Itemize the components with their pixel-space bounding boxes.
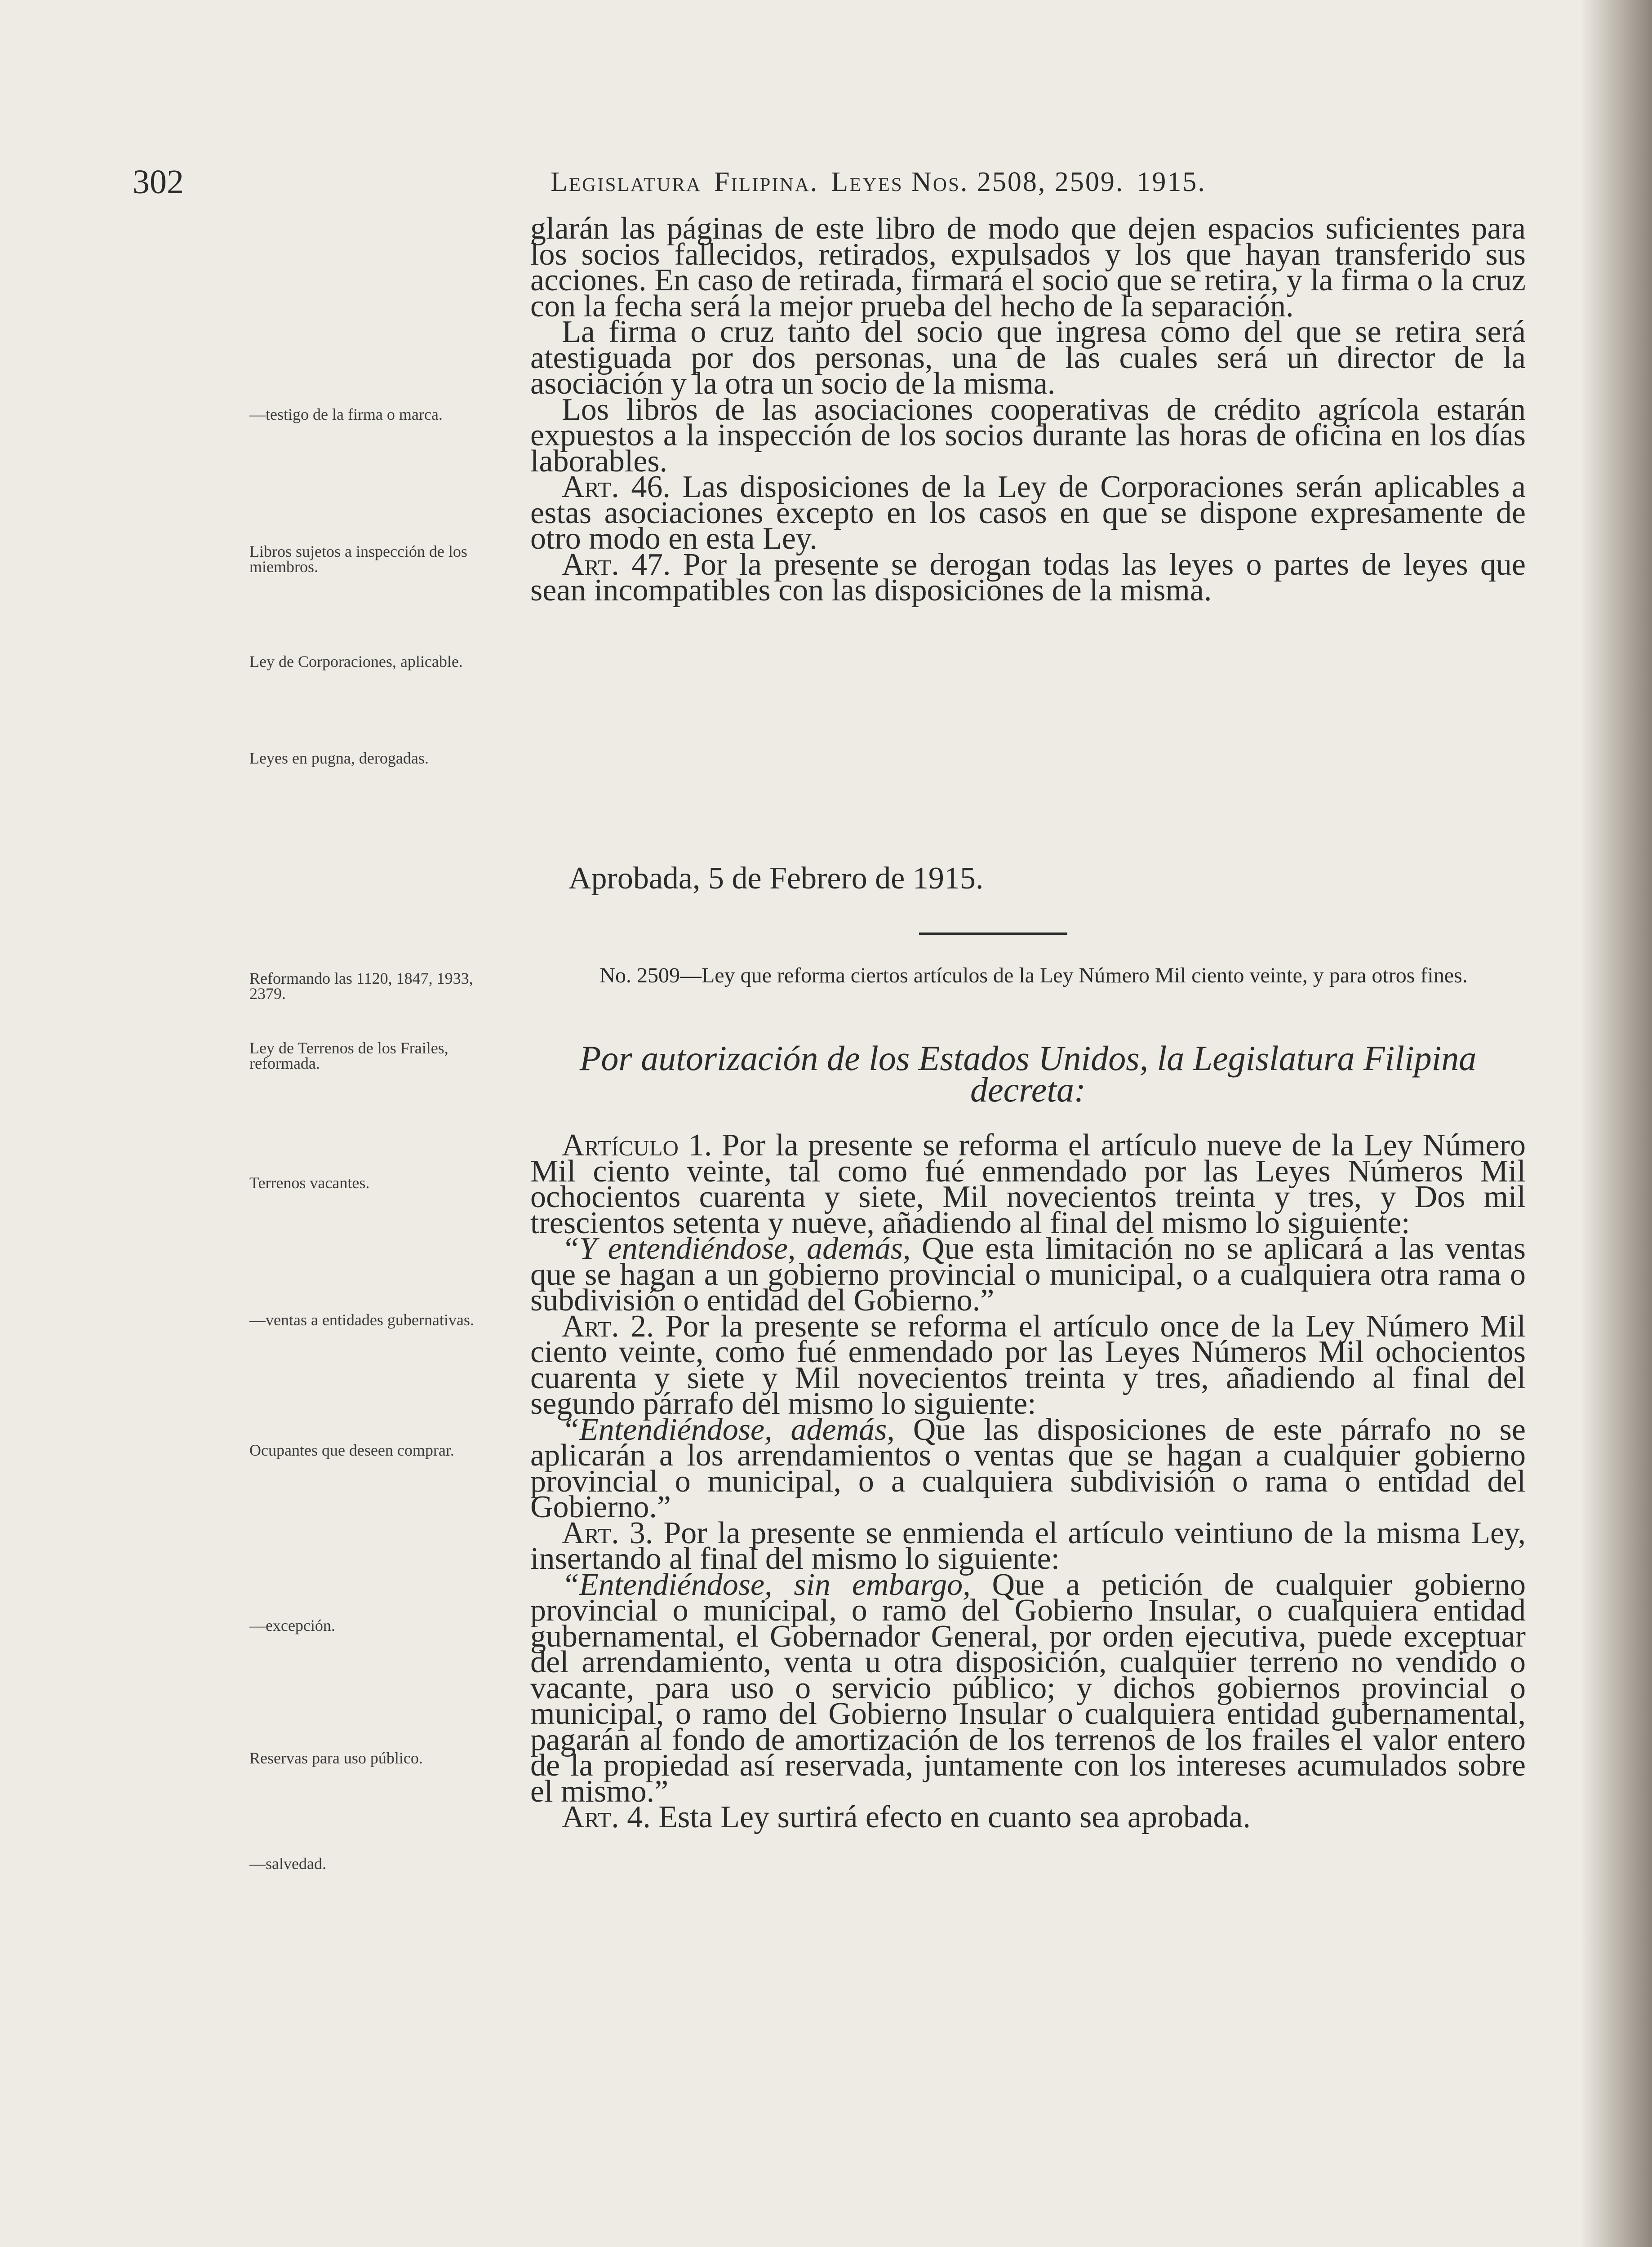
margin-note: Reformando las 1120, 1847, 1933, 2379. <box>249 969 473 1003</box>
quoted-proviso <box>530 1567 1526 1809</box>
article-2 <box>530 1309 1526 1421</box>
proviso-lead: “Y entendiéndose, además, <box>562 1231 911 1266</box>
article-label: Art. 47. <box>562 547 671 582</box>
article-1 <box>530 1128 1526 1240</box>
running-title-part: Legislatura <box>551 167 702 197</box>
article-3 <box>530 1515 1526 1576</box>
article-label: Art. 46. <box>562 470 671 504</box>
article-label: Art. 4. <box>562 1800 651 1834</box>
article-text: Por la presente se reforma el artículo once de la Ley Número Mil ciento veinte, como fué enmendado por las Leyes Números Mil ochocientos cuarenta y siete y Mil novecientos treinta y tres, añadiendo al final del segundo párrafo del mismo lo siguiente: <box>530 1309 1526 1421</box>
article-text: Por la presente se reforma el artículo nueve de la Ley Número Mil ciento veinte, tal como fué enmendado por las Leyes Números Mil ochocientos cuarenta y siete, Mil novecientos treinta y tres, y Dos mil trescientos setenta y nueve, añadiendo al final del mismo lo siguiente: <box>530 1128 1526 1240</box>
quoted-proviso <box>530 1231 1526 1318</box>
article-text: Por la presente se enmienda el artículo veintiuno de la misma Ley, insertando al final del mismo lo siguiente: <box>530 1515 1526 1576</box>
proviso-lead: “Entendiéndose, además, <box>562 1412 895 1447</box>
article-4 <box>530 1800 1526 1834</box>
margin-note: —ventas a entidades gubernativas. <box>249 1311 474 1329</box>
margin-note: —excepción. <box>249 1616 335 1634</box>
enacting-clause: Por autorización de los Estados Unidos, la Legislatura Filipina decreta: <box>579 1039 1477 1109</box>
article-label: Artículo 1. <box>562 1128 712 1163</box>
proviso-lead: “Entendiéndose, sin embargo, <box>562 1567 971 1602</box>
law-title: No. 2509—Ley que reforma ciertos artículos de la Ley Número Mil ciento veinte, y para otros fines. <box>600 964 1468 987</box>
margin-note: Ley de Corporaciones, aplicable. <box>249 653 463 671</box>
article-text: Las disposiciones de la Ley de Corporaciones serán aplicables a estas asociaciones excepto en los casos en que se dispone expresamente de otro modo en esta Ley. <box>530 470 1526 556</box>
paragraph: La firma o cruz tanto del socio que ingresa como del que se retira será atestiguada por dos personas, una de las cuales será un director de la asociación y la otra un socio de la misma. <box>530 315 1526 401</box>
article-46 <box>530 470 1526 556</box>
paragraph: glarán las páginas de este libro de modo que dejen espacios suficientes para los socios fallecidos, retirados, expulsados y los que hayan transferido sus acciones. En caso de retirada, firmará el socio que se retira, y la firma o la cruz con la fecha será la mejor prueba del hecho de la separación. <box>530 211 1526 324</box>
article-47 <box>530 547 1526 608</box>
article-label: Art. 2. <box>562 1309 654 1344</box>
margin-note: —salvedad. <box>249 1855 326 1873</box>
margin-note: Libros sujetos a inspección de los miembros. <box>249 542 467 576</box>
running-title-part: Leyes Nos. 2508, 2509. <box>831 167 1124 197</box>
proviso-text: Que a petición de cualquier gobierno provincial o municipal, o ramo del Gobierno Insular, o cualquiera entidad gubernamental, el Gobernador General, por orden ejecutiva, puede exceptuar del arrendamiento, venta u otra disposición, cualquier terreno no vendido o vacante, para uso o servicio público; y dichos gobiernos provincial o municipal, o ramo del Gobierno Insular o cualquiera entidad gubernamental, pagarán al fondo de amortización de los terrenos de los frailes el valor entero de la propiedad así reservada, juntamente con los intereses acumulados sobre el mismo.” <box>530 1567 1526 1809</box>
running-title-part: Filipina. <box>714 167 819 197</box>
proviso-text: Que esta limitación no se aplicará a las ventas que se hagan a un gobierno provincial o municipal, o a cualquiera otra rama o subdivisión o entidad del Gobierno.” <box>530 1231 1526 1318</box>
margin-note: Reservas para uso público. <box>249 1749 423 1767</box>
margin-note: Ley de Terrenos de los Frailes, reformada. <box>249 1039 449 1072</box>
margin-note: Leyes en pugna, derogadas. <box>249 749 429 767</box>
margin-note: —testigo de la firma o marca. <box>249 405 443 423</box>
article-text: Por la presente se derogan todas las leyes o partes de leyes que sean incompatibles con las disposiciones de la misma. <box>530 547 1526 608</box>
running-title <box>551 166 1219 198</box>
proviso-text: Que las disposiciones de este párrafo no se aplicarán a los arrendamientos o ventas que se hagan a cualquier gobierno provincial o municipal, o a cualquiera subdivisión o rama o entidad del Gobierno.” <box>530 1412 1526 1524</box>
margin-note: Ocupantes que deseen comprar. <box>249 1441 454 1459</box>
page-edge-shadow <box>1580 0 1652 2247</box>
margin-note: Terrenos vacantes. <box>249 1174 370 1192</box>
page-number: 302 <box>133 163 184 201</box>
running-title-part: 1915. <box>1137 167 1206 197</box>
approval-date: Aprobada, 5 de Febrero de 1915. <box>568 861 984 896</box>
paragraph: Los libros de las asociaciones cooperativas de crédito agrícola estarán expuestos a la inspección de los socios durante las horas de oficina en los días laborables. <box>530 392 1526 479</box>
law-2509-text <box>530 1128 1526 1834</box>
law-2508-text <box>530 211 1526 608</box>
section-divider <box>919 933 1067 935</box>
quoted-proviso <box>530 1412 1526 1524</box>
article-label: Art. 3. <box>562 1515 653 1550</box>
article-text: Esta Ley surtirá efecto en cuanto sea aprobada. <box>658 1800 1251 1834</box>
